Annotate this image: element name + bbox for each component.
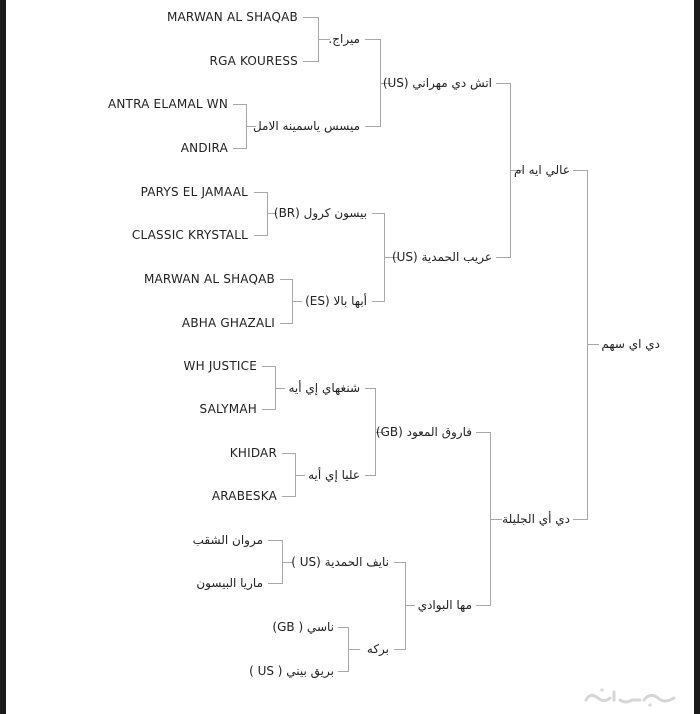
- bracket-line: [282, 496, 295, 497]
- bracket-line: [338, 671, 348, 672]
- bracket-line: [365, 39, 380, 40]
- dam-dam-name: مها البوادي: [417, 598, 472, 612]
- g4-9: WH JUSTICE: [183, 359, 257, 373]
- haraj-watermark-logo: [580, 686, 680, 708]
- bracket-line: [394, 649, 405, 650]
- bracket-line: [254, 192, 267, 193]
- g3-sd-name: ميسس ياسمينه الامل: [252, 119, 360, 133]
- g3-ss2-name: شنغهاي إي أيه: [288, 381, 360, 395]
- g4-5: PARYS EL JAMAAL: [140, 185, 248, 199]
- bracket-line: [365, 126, 380, 127]
- bracket-line: [267, 192, 268, 236]
- bracket-line: [587, 344, 599, 345]
- bracket-line: [233, 104, 246, 105]
- bracket-line: [372, 213, 384, 214]
- bracket-line: [476, 605, 490, 606]
- bracket-line: [292, 301, 302, 302]
- g4-2: RGA KOURESS: [209, 54, 298, 68]
- g4-14: ماريا البيسون: [196, 576, 263, 590]
- bracket-line: [476, 432, 490, 433]
- sire-dam-name: عريب الحمدية (US): [391, 250, 492, 264]
- bracket-line: [490, 519, 502, 520]
- bracket-line: [587, 170, 588, 520]
- bracket-line: [282, 453, 295, 454]
- bracket-line: [268, 583, 282, 584]
- g3-ds-name: بيسون كرول (BR): [273, 206, 367, 220]
- bracket-line: [262, 409, 275, 410]
- bracket-line: [348, 649, 360, 650]
- g4-4: ANDIRA: [180, 141, 228, 155]
- bracket-line: [496, 257, 510, 258]
- bracket-line: [372, 301, 384, 302]
- bracket-line: [338, 627, 348, 628]
- g4-6: CLASSIC KRYSTALL: [131, 228, 248, 242]
- bracket-line: [496, 83, 510, 84]
- bracket-line: [405, 562, 406, 650]
- left-dark-border: [0, 0, 6, 714]
- bracket-line: [365, 388, 375, 389]
- bracket-line: [365, 475, 375, 476]
- bracket-line: [262, 366, 275, 367]
- bracket-line: [394, 562, 405, 563]
- bracket-line: [275, 388, 285, 389]
- bracket-line: [254, 235, 267, 236]
- g4-7: MARWAN AL SHAQAB: [143, 272, 275, 286]
- sire-sire-name: اتش دي مهراني (US): [382, 76, 492, 90]
- bracket-line: [268, 540, 282, 541]
- right-dark-border: [694, 0, 700, 714]
- dam-sire-name: فاروق المعود (GB): [375, 425, 472, 439]
- dam-name: دي أي الجليلة: [502, 512, 570, 526]
- g3-sd2-name: عليا إي أيه: [308, 468, 360, 482]
- g3-dd-name: أبها بالا (ES): [305, 294, 367, 308]
- g4-3: ANTRA ELAMAL WN: [107, 97, 228, 111]
- bracket-line: [573, 170, 587, 171]
- g4-11: KHIDAR: [229, 446, 277, 460]
- g3-ss-name: ميراج.: [328, 32, 360, 46]
- bracket-line: [280, 279, 292, 280]
- bracket-line: [280, 323, 292, 324]
- sire-name: عالي ايه ام: [514, 163, 570, 177]
- subject-horse: دي اي سهم: [601, 337, 660, 351]
- g4-10: SALYMAH: [199, 402, 257, 416]
- g4-12: ARABESKA: [211, 489, 277, 503]
- g4-15: ناسي ( GB): [272, 620, 334, 634]
- g3-dd2-name: بركه: [366, 642, 389, 656]
- g4-8: ABHA GHAZALI: [181, 316, 275, 330]
- g4-1: MARWAN AL SHAQAB: [166, 10, 298, 24]
- bracket-line: [295, 475, 305, 476]
- g4-13: مروان الشقب: [192, 533, 263, 547]
- bracket-line: [405, 605, 415, 606]
- g4-16: بريق بيني ( US ): [249, 664, 334, 678]
- bracket-line: [303, 61, 318, 62]
- bracket-line: [303, 17, 318, 18]
- bracket-line: [233, 148, 246, 149]
- g3-ds2-name: نايف الحمدية (US ): [291, 555, 389, 569]
- bracket-line: [573, 519, 587, 520]
